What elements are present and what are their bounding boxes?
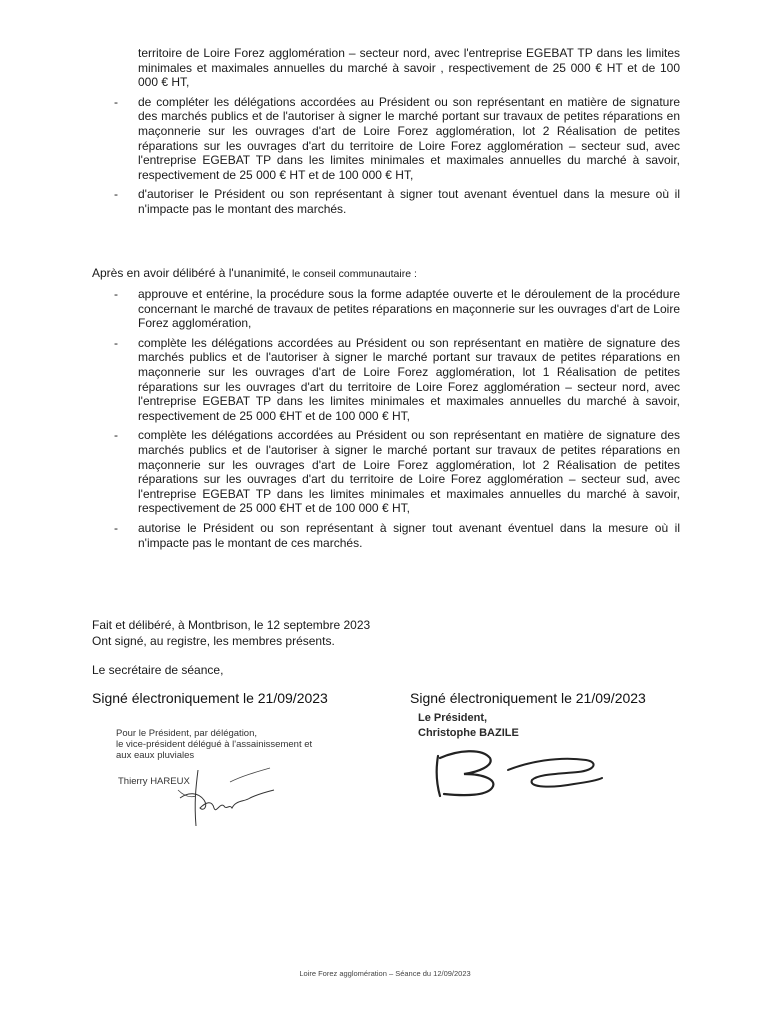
list-dash: - <box>114 428 118 443</box>
list-item <box>92 46 680 90</box>
secretary-label: Le secrétaire de séance, <box>92 663 224 677</box>
list-item <box>92 428 680 516</box>
list-item-text: approuve et entérine, la procédure sous la forme adaptée ouverte et le déroulement de la procédure concernant le marché de travaux de petites réparations en maçonnerie sur les ouvrages d'art de Loire Forez agglomération, <box>138 287 680 331</box>
electronic-signature-right: Signé électroniquement le 21/09/2023 <box>410 690 646 706</box>
place-date: Fait et délibéré, à Montbrison, le 12 septembre 2023 <box>92 618 371 632</box>
president-title: Le Président, <box>418 712 488 724</box>
electronic-signature-left: Signé électroniquement le 21/09/2023 <box>92 690 328 706</box>
delegation-block <box>116 728 312 762</box>
deliberation-intro <box>92 266 417 281</box>
list-dash: - <box>114 335 118 350</box>
delegate-name: Thierry HAREUX <box>118 776 190 787</box>
closing-statement <box>92 618 370 649</box>
list-item-text: complète les délégations accordées au Président ou son représentant en matière de signature des marchés publics et de l'autoriser à signer le marché portant sur travaux de petites réparations en maçonnerie sur les ouvrages d'art de Loire Forez agglomération, lot 1 Réalisation de petites réparations sur les ouvrages d'art du territoire de Loire Forez agglomération – secteur nord, avec l'entreprise EGEBAT TP dans les limites minimales et maximales annuelles du marché à savoir, respectivement de 25 000 €HT et de 100 000 € HT, <box>138 335 680 423</box>
president-block <box>418 711 519 741</box>
list-item <box>92 287 680 331</box>
delegation-line: le vice-président délégué à l'assainissement et <box>116 739 313 751</box>
list-item <box>92 336 680 424</box>
intro-unanimity: Après en avoir délibéré à l'unanimité, <box>92 266 290 280</box>
signed-register: Ont signé, au registre, les membres présents. <box>92 633 335 648</box>
list-item-text: autorise le Président ou son représentant à signer tout avenant éventuel dans la mesure où il n'impacte pas le montant de ces marchés. <box>138 520 680 550</box>
list-item-text: de compléter les délégations accordées au Président ou son représentant en matière de signature des marchés publics et de l'autoriser à signer le marché portant sur travaux de petites réparations en maçonnerie sur les ouvrages d'art de Loire Forez agglomération, lot 2 Réalisation de petites réparations sur les ouvrages d'art du territoire de Loire Forez agglomération – secteur sud, avec l'entreprise EGEBAT TP dans les limites minimales et maximales annuelles du marché à savoir, respectivement de 25 000 € HT et de 100 000 € HT, <box>138 94 680 182</box>
list-item-text: territoire de Loire Forez agglomération – secteur nord, avec l'entreprise EGEBAT TP dans les limites minimales et maximales annuelles du marché à savoir , respectivement de 25 000 € HT et de 100 000 € HT, <box>138 46 680 90</box>
delegation-line: aux eaux pluviales <box>116 750 195 762</box>
handwritten-signature-left <box>170 762 280 830</box>
list-item-text: complète les délégations accordées au Président ou son représentant en matière de signature des marchés publics et de l'autoriser à signer le marché portant sur travaux de petites réparations en maçonnerie sur les ouvrages d'art de Loire Forez agglomération, lot 2 Réalisation de petites réparations sur les ouvrages d'art du territoire de Loire Forez agglomération – secteur sud, avec l'entreprise EGEBAT TP dans les limites minimales et maximales annuelles du marché à savoir, respectivement de 25 000 €HT et de 100 000 € HT, <box>138 428 680 516</box>
list-item <box>92 187 680 216</box>
list-dash: - <box>114 187 118 202</box>
decision-list-1 <box>92 46 680 222</box>
list-dash: - <box>114 287 118 301</box>
president-name: Christophe BAZILE <box>418 727 519 739</box>
list-item <box>92 521 680 550</box>
intro-council: le conseil communautaire : <box>289 268 417 280</box>
list-item <box>92 95 680 183</box>
delegation-line: Pour le Président, par délégation, <box>116 728 258 739</box>
list-dash: - <box>114 520 118 535</box>
list-item-text: d'autoriser le Président ou son représentant à signer tout avenant éventuel dans la mesure où il n'impacte pas le montant des marchés. <box>138 187 680 216</box>
page-footer: Loire Forez agglomération – Séance du 12/09/2023 <box>299 969 471 978</box>
list-dash: - <box>114 94 118 109</box>
handwritten-signature-right <box>428 748 606 800</box>
decision-list-2 <box>92 287 680 555</box>
